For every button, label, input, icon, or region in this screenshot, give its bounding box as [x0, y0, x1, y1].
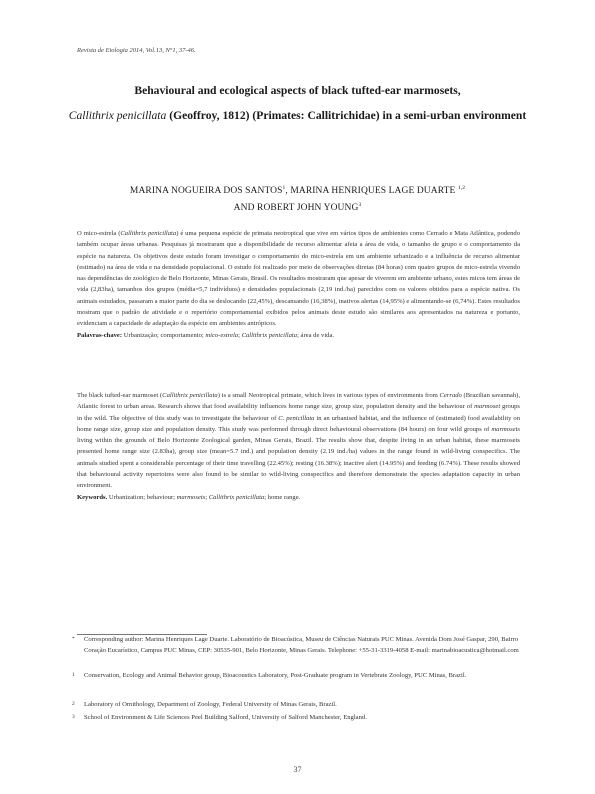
author-3: AND ROBERT JOHN YOUNG	[233, 203, 359, 214]
keywords-pt-italic: Callithrix penicillata	[241, 331, 298, 339]
author-1-affiliation: 1	[282, 185, 286, 191]
title-line-1: Behavioural and ecological aspects of black tufted-ear marmosets,	[134, 84, 461, 97]
abstract-en-text: living within the grounds of Belo Horizonte Zoological garden, Minas Gerais, Brazil. The results show that, despite living in an urban habitat, these marmosets presented home range size (2.83ha), group size (mean=5.7 ind.) and population density (2.19 ind./ha) values in the range found in wild-living conspecifics. The animals studied spent a considerable percentage of their time travelling (22.45%); resting (16.38%); inactive alert (14.95%) and feeding (6.74%). These results showed that behavioural activity repertoires were also found to be similar to wild-living conspecifics and therefore demonstrate the species adaptation capacity in urban environment.	[77, 437, 520, 490]
abstract-portuguese	[77, 228, 520, 341]
keywords-en-italic: marmosets	[176, 493, 206, 501]
footnote-corresponding-author	[72, 634, 520, 656]
abstract-pt-text: ) é uma pequena espécie de primata neotropical que vive em vários tipos de ambientes como Cerrado e Mata Atlântica, podendo também ocupar áreas urbanas. Pesquisas já mostraram que a disponibilidade de recurso alimentar afeta a área de vida, o tamanho de grupo e o comportamento da espécie na natureza. Os objetivos deste estudo foram investigar o comportamento do mico-estrela em um ambiente urbanizado e a influência de recurso alimentar (estimado) na área de vida e na densidade populacional. O estudo foi realizado por meio de observações diretas (84 horas) com quatro grupos de mico-estrela vivendo nas dependências do zoológico de Belo Horizonte, Minas Gerais, Brasil. Os resultados mostraram que apesar de viverem em ambiente urbano, estes micos tem áreas de vida (2,83ha), tamanhos dos grupos (média=5,7 indivíduos) e densidades populacionais (2,19 ind./ha) parecidos com os valores obtidos para a espécie nativa. Os animais estudados, passaram a maior parte do dia se deslocando (22,45%), descansando (16,38%), inativos alertas (14,95%) e alimentando-se (6,74%). Estes resultados mostram que o padrão de atividade e o repertório comportamental exibidos pelos animais deste estudo são similares aos apresentados na natureza e portanto, evidenciam a capacidade de adaptação da espécie em ambientes antrópicos.	[77, 230, 520, 328]
author-list	[60, 181, 535, 215]
keywords-en: Urbanization; behaviour;	[107, 493, 177, 501]
keywords-en-italic: Callithrix penicillata	[208, 493, 265, 501]
footnote-marker: 3	[72, 714, 75, 720]
footnote-affiliation-3	[72, 712, 520, 723]
footnote-affiliation-1	[72, 670, 520, 681]
keywords-en-label: Keywords.	[77, 493, 108, 501]
page-number: 37	[293, 765, 302, 774]
journal-reference: Revista de Etologia 2014, Vol.13, N°1, 37-46.	[77, 47, 196, 54]
footnote-text: School of Environment & Life Sciences Peel Building Salford, University of Salford Manchester, England.	[84, 714, 367, 721]
abstract-en-text: ) is a small Neotropical primate, which lives in various types of environments from	[217, 392, 440, 399]
footnote-marker: 1	[72, 672, 75, 678]
abstract-en-italic: marmosets	[491, 425, 520, 433]
footnote-affiliation-2	[72, 699, 520, 710]
author-separator: ,	[285, 186, 291, 197]
keywords-pt: Urbanização; comportamento;	[122, 331, 206, 339]
abstract-english	[77, 390, 520, 503]
keywords-en: ; home range.	[264, 493, 301, 501]
title-species: Callithrix penicillata	[68, 109, 167, 122]
article-title	[60, 78, 535, 128]
keywords-pt: ;	[238, 331, 242, 339]
keywords-pt: ; área de vida.	[297, 331, 335, 339]
footnote-marker: 2	[72, 701, 75, 707]
author-3-affiliation: 3	[358, 202, 362, 209]
footnote-text: Laboratory of Ornithology, Department of Zoology, Federal University of Minas Gerais, Brazil.	[84, 701, 337, 708]
title-line-2: (Geoffroy, 1812) (Primates: Callitrichidae) in a semi-urban environment	[166, 109, 527, 122]
abstract-en-italic: marmoset	[474, 403, 501, 411]
author-1: MARINA NOGUEIRA DOS SANTOS	[129, 186, 283, 197]
author-2-affiliation: 1,2	[457, 185, 466, 191]
abstract-en-text: (Brazilian savannah), Atlantic forest to urban areas. Research shows that food availability influences home range size, group size, population density and the behaviour of	[77, 392, 520, 411]
footnote-marker: *	[72, 636, 75, 642]
keywords-en: ;	[205, 493, 209, 501]
footnote-text: Conservation, Ecology and Animal Behavior group, Bioacoustics Laboratory, Post-Graduate program in Vertebrate Zoology, PUC Minas, Brazil.	[84, 672, 467, 679]
abstract-en-italic: Callithrix penicillata	[162, 392, 218, 399]
keywords-pt-label: Palavras-chave:	[77, 331, 123, 339]
abstract-pt-text: O mico-estrela (	[77, 230, 121, 237]
abstract-en-text: The black tufted-ear marmoset (	[77, 392, 163, 399]
footnote-text: Corresponding author: Marina Henriques Lage Duarte. Laboratório de Bioacústica, Museu de Ciências Naturais PUC Minas. Avenida Dom José Gaspar, 290, Bairro Coração Eucarístico, Campus PUC Minas, CEP: 30535-901, Belo Horizonte, Minas Gerais. Telephone: +55-31-3319-4058 E-mail: marinabioacustica@hotmail.com	[84, 636, 519, 654]
keywords-pt-italic: mico-estrela	[205, 331, 239, 339]
abstract-en-italic: Cerrado	[439, 392, 462, 399]
abstract-en-text: groups in the wild. The objective of this study was to investigate the behaviour of	[77, 403, 520, 422]
abstract-pt-species: Callithrix penicillata	[120, 230, 177, 237]
author-2: MARINA HENRIQUES LAGE DUARTE	[290, 186, 456, 197]
abstract-en-italic: C. penicillata	[278, 414, 315, 422]
abstract-en-text: in an urbanised habitat, and the influence of (estimated) food availability on home range size, group size and population density. This study was performed through direct behavioural observations (84 hours) on four wild groups of	[77, 414, 520, 433]
